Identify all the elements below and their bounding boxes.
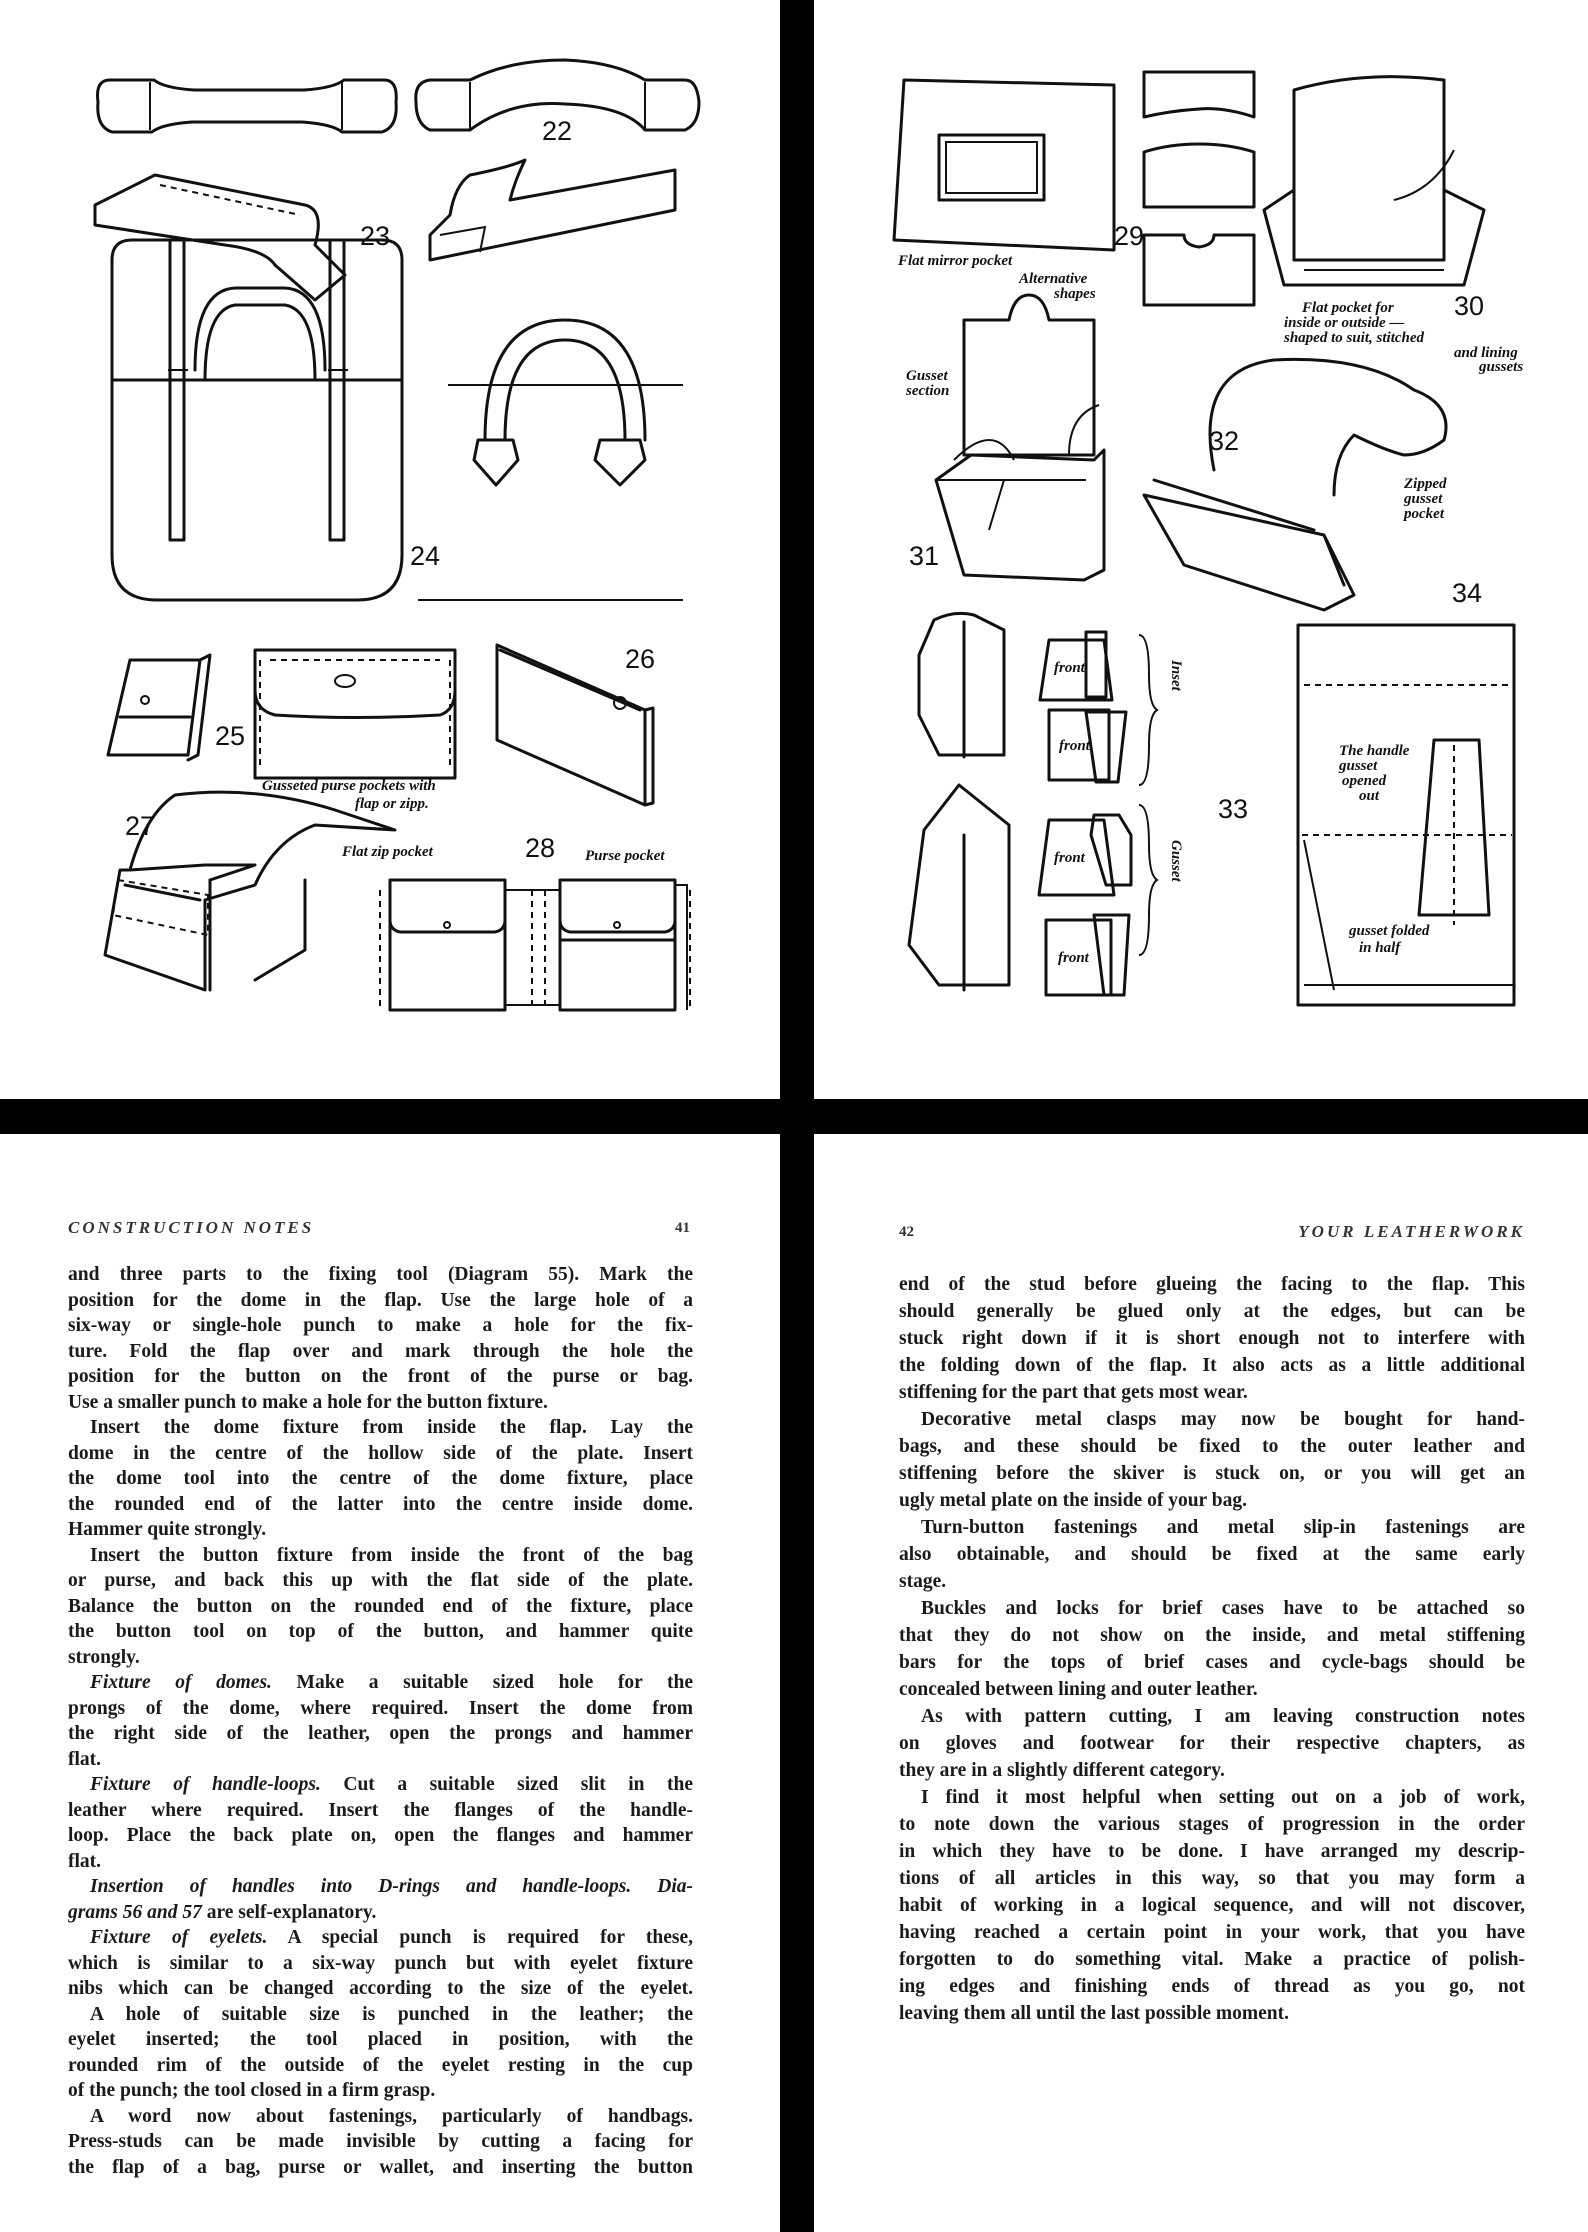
line-text: Buckles and locks for brief cases have to be attached so bbox=[921, 1598, 1525, 1619]
label-front: front bbox=[1054, 850, 1085, 866]
text-line bbox=[899, 1622, 1525, 1649]
line-text: Decorative metal clasps may now be bought for hand- bbox=[921, 1409, 1525, 1430]
text-line bbox=[68, 2104, 693, 2130]
caption-opened-1: The handle bbox=[1339, 743, 1410, 759]
diagram-29-mirror-pocket bbox=[894, 72, 1254, 305]
diagram-33-bag-patterns bbox=[909, 613, 1248, 995]
text-line bbox=[899, 1433, 1525, 1460]
caption-zipped-2: gusset bbox=[1404, 491, 1443, 507]
diagram-34-gusset-layout bbox=[1298, 578, 1514, 1005]
caption-zipped-1: Zipped bbox=[1404, 476, 1447, 492]
line-text: stiffening before the skiver is stuck on, or you will get an bbox=[899, 1463, 1525, 1484]
text-line bbox=[899, 1676, 1525, 1703]
caption-opened-4: out bbox=[1359, 788, 1380, 804]
line-text: leaving them all until the last possible moment. bbox=[899, 2003, 1290, 2024]
text-line bbox=[899, 1784, 1525, 1811]
line-text: in which they have to be done. I have arranged my descrip- bbox=[899, 1841, 1525, 1862]
line-text: which is similar to a six-way punch but with eyelet fixture bbox=[68, 1952, 693, 1974]
text-line bbox=[68, 2027, 693, 2053]
line-text: stuck right down if it is short enough not to interfere with bbox=[899, 1328, 1525, 1349]
line-text: having reached a certain point in your work, that you have bbox=[899, 1922, 1525, 1943]
body-text bbox=[68, 1262, 693, 2180]
figure-label: 28 bbox=[525, 833, 556, 863]
run-in-heading: Insertion of handles into D-rings and handle-loops. Dia- bbox=[90, 1876, 693, 1897]
text-line bbox=[68, 1747, 693, 1773]
line-text: tions of all articles in this way, so that you may form a bbox=[899, 1868, 1525, 1889]
line-text: the flap of a bag, purse or wallet, and inserting the button bbox=[68, 2156, 693, 2178]
line-text: Press-studs can be made invisible by cutting a facing for bbox=[68, 2131, 693, 2152]
line-text: ture. Fold the flap over and mark through the hole the bbox=[68, 1340, 693, 1362]
text-line bbox=[899, 1352, 1525, 1379]
text-line bbox=[68, 1262, 693, 1288]
text-line bbox=[899, 1271, 1525, 1298]
text-line bbox=[899, 1514, 1525, 1541]
diagram-sheet-right bbox=[814, 0, 1588, 1099]
line-text: the rounded end of the latter into the centre inside dome. bbox=[68, 1493, 693, 1515]
text-line bbox=[899, 1460, 1525, 1487]
line-text: leather where required. Insert the flanges of the handle- bbox=[68, 1799, 693, 1821]
line-text: A hole of suitable size is punched in the leather; the bbox=[90, 2003, 693, 2025]
line-text: Insert the dome fixture from inside the flap. Lay the bbox=[90, 1417, 693, 1438]
run-in-heading: Fixture of handle-loops. bbox=[90, 1774, 321, 1795]
text-line bbox=[899, 1298, 1525, 1325]
caption-gusseted-line2: flap or zipp. bbox=[355, 796, 429, 812]
run-in-heading: Fixture of eyelets. bbox=[90, 1927, 268, 1948]
text-line bbox=[68, 2129, 693, 2155]
text-line bbox=[899, 1406, 1525, 1433]
label-gusset: Gusset bbox=[1168, 840, 1184, 882]
text-line bbox=[68, 1874, 693, 1900]
label-front: front bbox=[1054, 660, 1085, 676]
text-line bbox=[899, 1595, 1525, 1622]
text-line bbox=[68, 1390, 693, 1416]
line-text: also obtainable, and should be fixed at the same early bbox=[899, 1544, 1525, 1565]
line-text: strongly. bbox=[68, 1646, 140, 1668]
text-line bbox=[68, 2155, 693, 2181]
line-text: flat. bbox=[68, 1850, 102, 1872]
diagram-23-strap-and-loop bbox=[95, 160, 675, 300]
line-text: and three parts to the fixing tool (Diagram 55). Mark the bbox=[68, 1264, 693, 1285]
text-line bbox=[68, 1976, 693, 2002]
text-line bbox=[899, 1865, 1525, 1892]
line-text: concealed between lining and outer leather. bbox=[899, 1679, 1258, 1700]
diagram-31-gusset-pocket bbox=[905, 295, 1104, 580]
diagram-gusseted-purse-pocket bbox=[255, 650, 455, 812]
caption-flat-pocket-1: Flat pocket for bbox=[1302, 300, 1394, 316]
text-line bbox=[899, 1757, 1525, 1784]
line-text: A word now about fastenings, particularly of handbags. bbox=[90, 2105, 693, 2127]
text-line bbox=[68, 2002, 693, 2028]
line-text: the button tool on top of the button, and hammer quite bbox=[68, 1621, 693, 1642]
line-text: A special punch is required for these, bbox=[267, 1927, 693, 1948]
line-text: Cut a suitable sized slit in the bbox=[320, 1774, 693, 1795]
line-text: of the punch; the tool closed in a firm grasp. bbox=[68, 2080, 436, 2101]
diagram-22-handles bbox=[98, 60, 700, 146]
figure-label: 29 bbox=[1114, 221, 1145, 251]
line-text: dome in the centre of the hollow side of the plate. Insert bbox=[68, 1442, 693, 1464]
figure-label: 24 bbox=[410, 541, 441, 571]
line-text: the folding down of the flap. It also acts as a little additional bbox=[899, 1355, 1525, 1376]
line-text: bags, and these should be fixed to the outer leather and bbox=[899, 1436, 1525, 1457]
text-line bbox=[68, 1339, 693, 1365]
text-line bbox=[899, 1892, 1525, 1919]
line-text: or purse, and back this up with the flat side of the plate. bbox=[68, 1570, 693, 1591]
text-line bbox=[899, 1973, 1525, 2000]
text-line bbox=[68, 1670, 693, 1696]
caption-opened-2: gusset bbox=[1339, 758, 1378, 774]
label-front: front bbox=[1058, 950, 1089, 966]
line-text: position for the dome in the flap. Use the large hole of a bbox=[68, 1289, 693, 1311]
caption-flat-pocket-2: inside or outside — bbox=[1284, 315, 1405, 331]
page-41 bbox=[0, 1134, 780, 2232]
caption-mirror-pocket: Flat mirror pocket bbox=[898, 253, 1013, 269]
line-text: prongs of the dome, where required. Insert the dome from bbox=[68, 1697, 693, 1719]
figure-label: 22 bbox=[542, 116, 573, 146]
line-text: ugly metal plate on the inside of your bag. bbox=[899, 1490, 1247, 1511]
page-diagrams-29-34 bbox=[814, 0, 1588, 1099]
running-head: YOUR LEATHERWORK bbox=[1298, 1222, 1525, 1241]
text-line bbox=[68, 1696, 693, 1722]
figure-label: 25 bbox=[215, 721, 246, 751]
caption-folded-2: in half bbox=[1359, 940, 1401, 956]
label-inset: Inset bbox=[1168, 660, 1184, 691]
line-text: end of the stud before glueing the facing to the flap. This bbox=[899, 1274, 1525, 1295]
text-line bbox=[68, 1364, 693, 1390]
caption-folded-1: gusset folded bbox=[1349, 923, 1430, 939]
line-text: that they do not show on the inside, and metal stiffening bbox=[899, 1625, 1525, 1646]
text-line bbox=[899, 1703, 1525, 1730]
text-line bbox=[899, 1325, 1525, 1352]
figure-label: 33 bbox=[1218, 794, 1249, 824]
line-text: forgotten to do something vital. Make a practice of polish- bbox=[899, 1949, 1525, 1970]
text-line bbox=[68, 1415, 693, 1441]
line-text: stiffening for the part that gets most wear. bbox=[899, 1382, 1248, 1403]
figure-label: 30 bbox=[1454, 291, 1485, 321]
line-text: the dome tool into the centre of the dome fixture, place bbox=[68, 1468, 693, 1489]
text-line bbox=[68, 1925, 693, 1951]
text-line bbox=[68, 1900, 693, 1926]
line-text: Make a suitable sized hole for the bbox=[271, 1672, 693, 1693]
text-line bbox=[899, 2000, 1525, 2027]
page-number: 42 bbox=[899, 1224, 914, 1240]
text-line bbox=[899, 1487, 1525, 1514]
text-line bbox=[68, 1594, 693, 1620]
text-line bbox=[68, 1798, 693, 1824]
text-line bbox=[899, 1649, 1525, 1676]
text-line bbox=[68, 1823, 693, 1849]
horizontal-divider bbox=[0, 1099, 1588, 1134]
line-text: position for the button on the front of the purse or bag. bbox=[68, 1366, 693, 1387]
diagram-27-flat-zip-pocket bbox=[105, 792, 434, 990]
line-text: bars for the tops of brief cases and cycle-bags should be bbox=[899, 1652, 1525, 1673]
line-text: loop. Place the back plate on, open the flanges and hammer bbox=[68, 1825, 693, 1846]
figure-label: 32 bbox=[1209, 426, 1240, 456]
page-42 bbox=[814, 1134, 1588, 2232]
figure-label: 27 bbox=[125, 811, 156, 841]
text-line bbox=[68, 1721, 693, 1747]
text-line bbox=[68, 1645, 693, 1671]
caption-zipped-3: pocket bbox=[1404, 506, 1444, 522]
line-text: eyelet inserted; the tool placed in position, with the bbox=[68, 2029, 693, 2050]
caption-flat-pocket-3: shaped to suit, stitched bbox=[1284, 330, 1425, 346]
line-text: should generally be glued only at the edges, but can be bbox=[899, 1301, 1525, 1322]
line-text: six-way or single-hole punch to make a hole for the fix- bbox=[68, 1315, 693, 1336]
text-line bbox=[68, 1288, 693, 1314]
line-text: Turn-button fastenings and metal slip-in fastenings are bbox=[921, 1517, 1525, 1538]
text-line bbox=[68, 1568, 693, 1594]
text-line bbox=[68, 1441, 693, 1467]
diagram-32-zipped-gusset-pocket bbox=[1144, 359, 1447, 610]
text-line bbox=[68, 1313, 693, 1339]
line-text: on gloves and footwear for their respective chapters, as bbox=[899, 1733, 1525, 1754]
line-text: the right side of the leather, open the prongs and hammer bbox=[68, 1723, 693, 1744]
line-text: they are in a slightly different category. bbox=[899, 1760, 1225, 1781]
diagram-24-bag-with-handles bbox=[112, 240, 683, 600]
caption-gusseted-line1: Gusseted purse pockets with bbox=[262, 778, 436, 794]
page-diagrams-22-28 bbox=[0, 0, 780, 1099]
figure-label: 34 bbox=[1452, 578, 1483, 608]
figure-label: 26 bbox=[625, 644, 656, 674]
text-line bbox=[68, 1543, 693, 1569]
caption-gusset-section-1: Gusset bbox=[906, 368, 948, 384]
text-line bbox=[899, 1379, 1525, 1406]
text-line bbox=[899, 1946, 1525, 1973]
run-in-heading: Fixture of domes. bbox=[90, 1672, 272, 1693]
diagram-25-small-purse bbox=[108, 655, 245, 760]
text-line bbox=[68, 2078, 693, 2104]
caption-alternative-2: shapes bbox=[1054, 286, 1096, 302]
line-text: Use a smaller punch to make a hole for the button fixture. bbox=[68, 1391, 548, 1413]
line-text: Balance the button on the rounded end of the fixture, place bbox=[68, 1595, 693, 1617]
line-text: to note down the various stages of progression in the order bbox=[899, 1814, 1525, 1835]
text-line bbox=[899, 1730, 1525, 1757]
caption-opened-3: opened bbox=[1342, 773, 1387, 789]
text-line bbox=[68, 1951, 693, 1977]
diagram-30-flat-pocket bbox=[1264, 77, 1523, 375]
diagram-sheet-left bbox=[0, 0, 780, 1099]
line-text: As with pattern cutting, I am leaving construction notes bbox=[921, 1706, 1525, 1727]
text-line bbox=[899, 1568, 1525, 1595]
line-text: nibs which can be changed according to the size of the eyelet. bbox=[68, 1978, 693, 1999]
text-line bbox=[899, 1541, 1525, 1568]
text-line bbox=[899, 1919, 1525, 1946]
label-front: front bbox=[1059, 738, 1090, 754]
text-line bbox=[68, 2053, 693, 2079]
text-line bbox=[68, 1772, 693, 1798]
line-text: are self-explanatory. bbox=[201, 1901, 377, 1923]
text-line bbox=[68, 1492, 693, 1518]
caption-gusset-section-2: section bbox=[906, 383, 950, 399]
text-line bbox=[68, 1517, 693, 1543]
line-text: Insert the button fixture from inside the front of the bag bbox=[90, 1544, 693, 1566]
caption-alternative-1: Alternative bbox=[1019, 271, 1088, 287]
body-text bbox=[899, 1271, 1525, 2027]
figure-label: 31 bbox=[909, 541, 940, 571]
line-text: stage. bbox=[899, 1571, 947, 1592]
line-text: flat. bbox=[68, 1748, 102, 1770]
diagram-26-zip-wallet bbox=[497, 644, 655, 805]
line-text: habit of working in a logical sequence, and will not discover, bbox=[899, 1895, 1525, 1916]
line-text: I find it most helpful when setting out on a job of work, bbox=[921, 1787, 1525, 1808]
text-line bbox=[899, 1838, 1525, 1865]
text-line bbox=[899, 1811, 1525, 1838]
text-line bbox=[68, 1849, 693, 1875]
line-text: ing edges and finishing ends of thread as you go, not bbox=[899, 1976, 1525, 1997]
caption-flat-zip-pocket: Flat zip pocket bbox=[342, 844, 433, 860]
page-number: 41 bbox=[675, 1220, 690, 1236]
caption-flat-pocket-5: gussets bbox=[1479, 359, 1524, 375]
text-line bbox=[68, 1466, 693, 1492]
running-head: CONSTRUCTION NOTES bbox=[68, 1218, 315, 1237]
run-in-heading: grams 56 and 57 bbox=[68, 1901, 202, 1923]
line-text: Hammer quite strongly. bbox=[68, 1519, 267, 1540]
line-text: rounded rim of the outside of the eyelet resting in the cup bbox=[68, 2054, 693, 2076]
figure-label: 23 bbox=[360, 221, 391, 251]
caption-flat-pocket-4: and lining bbox=[1454, 345, 1518, 361]
text-line bbox=[68, 1619, 693, 1645]
caption-purse-pocket: Purse pocket bbox=[585, 848, 665, 864]
